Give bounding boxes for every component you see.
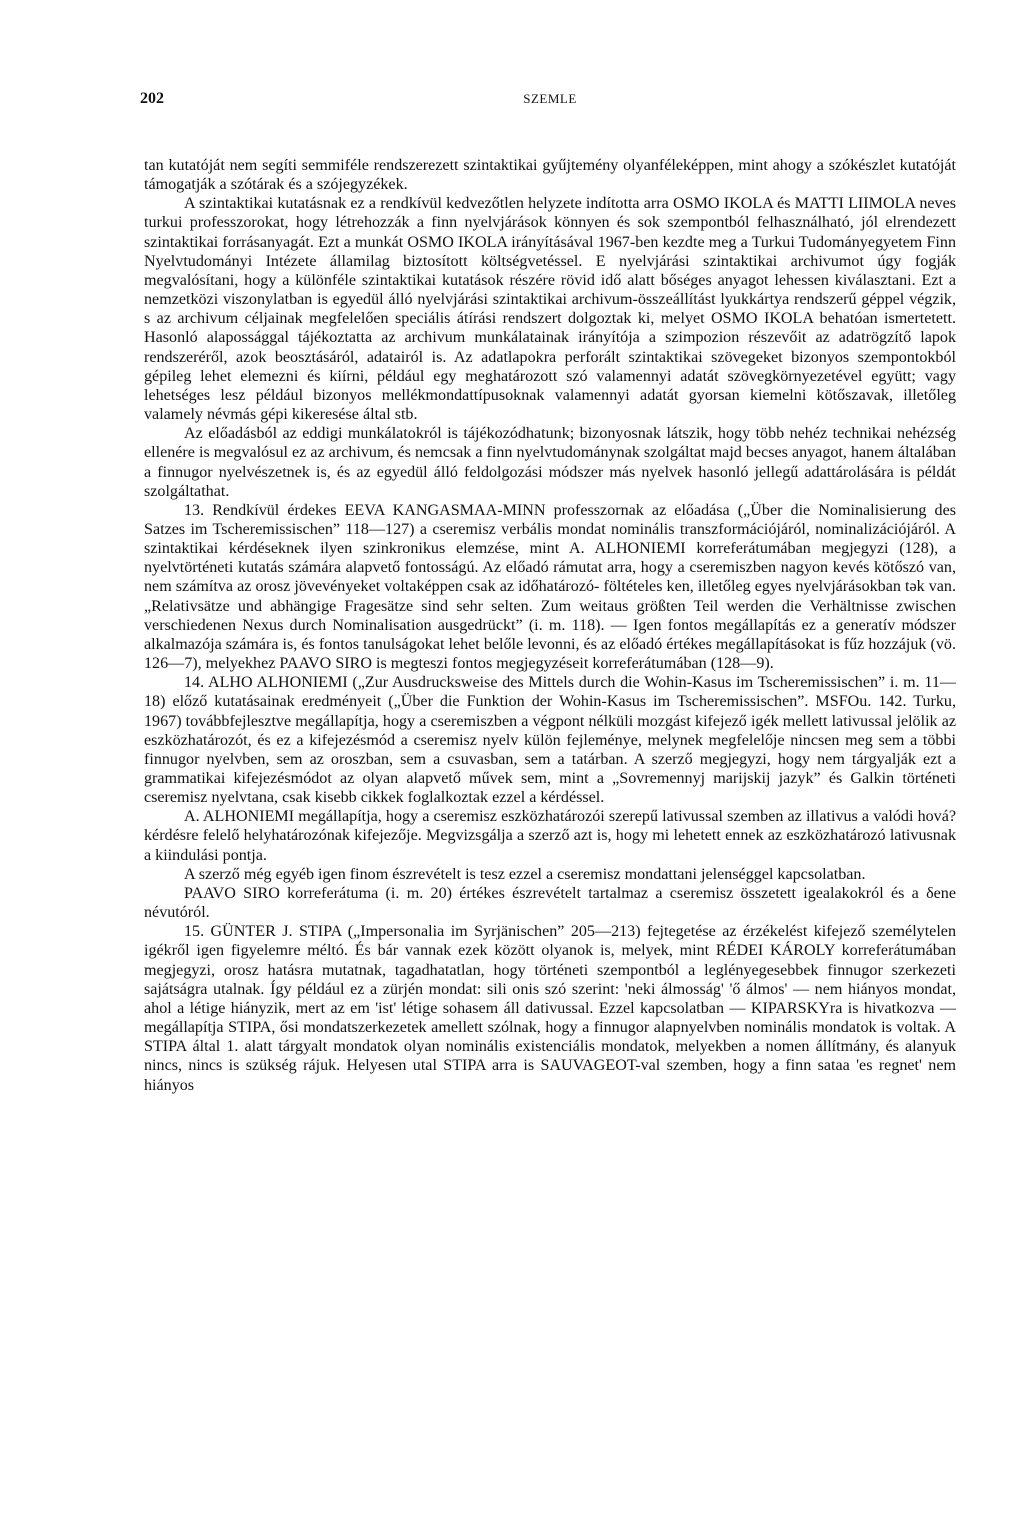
page-header [140,90,956,120]
body-text [144,156,956,1095]
page-number: 202 [140,90,164,107]
section-13-paragraph: 13. Rendkívül érdekes EEVA KANGASMAA-MINN professzornak az előadása („Über die Nominalisierung des Satzes im Tscheremissischen” 118—127) a cseremisz verbális mondat nominális transzformációjáról, nominalizációjáról. A szintaktikai kérdéseknek ilyen szinkronikus elemzése, mint A. ALHONIEMI korreferátumában megjegyzi (128), a nyelvtörténeti kutatás számára alapvető fontosságú. Az előadó rámutat arra, hogy a cseremiszben nagyon kevés kötőszó van, nem számítva az orosz jövevényeket voltaképpen csak az időhatározó- föltételes ken, illetőleg egyes nyelvjárásokban tәk van. „Relativsätze und abhängige Fragesätze sind sehr selten. Zum weitaus größten Teil werden die Verhältnisse zwischen verschiedenen Nexus durch Nominalisation ausgedrückt” (i. m. 118). — Igen fontos megállapítás ez a generatív módszer alkalmazója számára is, és fontos tanulságokat lehet belőle levonni, és az előadó értékes megállapításokat is fűz hozzájuk (vö. 126—7), melyekhez PAAVO SIRO is megteszi fontos megjegyzéseit korreferátumában (128—9). [144,501,956,673]
paragraph-author-remarks: A szerző még egyéb igen finom észrevételt is tesz ezzel a cseremisz mondattani jelenséggel kapcsolatban. [184,865,866,883]
paragraph-archive-summary: Az előadásból az eddigi munkálatokról is tájékozódhatunk; bizonyosnak látszik, hogy több nehéz technikai nehézség ellenére is megvalósul ez az archivum, és nemcsak a finn nyelvtudománynak szolgáltat majd becses anyagot, hanem általában a finnugor nyelvészetnek is, és az egyedül álló feldolgozási módszer más nyelvek hasonló jellegű adattárolására is példát szolgáltathat. [144,425,956,500]
paragraph-alhoniemi-illativus: A. ALHONIEMI megállapítja, hogy a cseremisz eszközhatározói szerepű lativussal szemben az illativus a valódi hová? kérdésre felelő helyhatározónak kifejezője. Megvizsgálja a szerző azt is, hogy mi lehetett ennek az eszközhatározó lativusnak a kiindulási pontja. [144,808,956,864]
paragraph-archive-intro: A szintaktikai kutatásnak ez a rendkívül kedvezőtlen helyzete indította arra OSMO IKOLA és MATTI LIIMOLA neves turkui professzorokat, hogy létrehozzák a finn nyelvjárások könnyen és sok szempontból felhasználható, jól elrendezett szintaktikai forrásanyagát. Ezt a munkát OSMO IKOLA irányításával 1967-ben kezdte meg a Turkui Tudományegyetem Finn Nyelvtudományi Intézete államilag biztosított költségvetéssel. E nyelvjárási szintaktikai archivumot úgy fogják megvalósítani, hogy a különféle szintaktikai kutatások részére rövid idő alatt bőséges anyagot lehessen kiválasztani. Ezt a nemzetközi viszonylatban is egyedül álló nyelvjárási szintaktikai archivum-összeállítást lyukkártya rendszerű géppel végzik, s az archivum céljainak megfelelően speciális átírási rendszert dolgoztak ki, melyet OSMO IKOLA behatóan ismertetett. Hasonló alapossággal tájékoztatta az archivum munkálatainak irányítója a szimpozion részevőit az adatrögzítő lapok rendszeréről, azok beosztásáról, adatairól is. Az adatlapokra perforált szintaktikai szövegeket bizonyos szempontokból gépileg lehet elemezni és kiírni, például egy meghatározott szó valamennyi adatát szövegkörnyezetével együtt; vagy lehetséges lesz például bizonyos mellékmondattípusoknak valamennyi adatát gyorsan kiemelni kötőszavak, illetőleg valamely névmás gépi kikeresése által stb. [144,195,956,424]
journal-page [140,90,956,1095]
section-15-paragraph: 15. GÜNTER J. STIPA („Impersonalia im Syrjänischen” 205—213) fejtegetése az érzékelést kifejező személytelen igékről igen figyelemre méltó. És bár vannak ezek között olyanok is, melyek, mint RÉDEI KÁROLY korreferátumában megjegyzi, orosz hatásra mutatnak, tagadhatatlan, hogy történeti szempontból a leglényegesebbek finnugor szerkezeti sajátságra utalnak. Így például ez a zürjén mondat: sili onis szó szerint: 'neki álmosság' 'ő álmos' — nem hiányos mondat, ahol a létige hiányzik, mert az em 'ist' létige sohasem áll dativussal. Ezzel kapcsolatban — KIPARSKYra is hivatkozva — megállapítja STIPA, ősi mondatszerkezetek amellett szólnak, hogy a finnugor alapnyelvben nominális mondatok is voltak. A STIPA által 1. alatt tárgyalt mondatok olyan nominális existenciális mondatok, melyekben a nomen állítmány, és alanyuk nincs, nincs is szükség rájuk. Helyesen utal STIPA arra is SAUVAGEOT-val szemben, hogy a finn sataa 'es regnet' nem hiányos [144,923,956,1094]
paragraph-siro-coreport: PAAVO SIRO korreferátuma (i. m. 20) értékes észrevételt tartalmaz a cseremisz összetett igealakokról és a δene névutóról. [144,884,956,922]
paragraph-continuation: tan kutatóját nem segíti semmiféle rendszerezett szintaktikai gyűjtemény olyanféleképpen, mint ahogy a szókészlet kutatóját támogatják a szótárak és a szójegyzékek. [144,157,956,194]
running-head: SZEMLE [523,91,577,106]
section-14-paragraph: 14. ALHO ALHONIEMI („Zur Ausdrucksweise des Mittels durch die Wohin-Kasus im Tscheremissischen” i. m. 11—18) előző kutatásainak eredményeit („Über die Funktion der Wohin-Kasus im Tscheremissischen”. MSFOu. 142. Turku, 1967) továbbfejlesztve megállapítja, hogy a cseremiszben a végpont nélküli mozgást kifejező igék mellett lativussal jelölik az eszközhatározót, és ez a kifejezésmód a cseremisz nyelv külön fejleménye, melynek megfelelője nincsen meg sem a többi finnugor nyelvben, sem az oroszban, sem a csuvasban, sem a tatárban. A szerző megjegyzi, hogy nem tárgyalják ezt a grammatikai kifejezésmódot az olyan alapvető művek sem, mint a „Sovremennyj marijskij jazyk” és Galkin történeti cseremisz nyelvtana, csak kisebb cikkek foglalkoztak ezzel a kérdéssel. [144,674,956,807]
